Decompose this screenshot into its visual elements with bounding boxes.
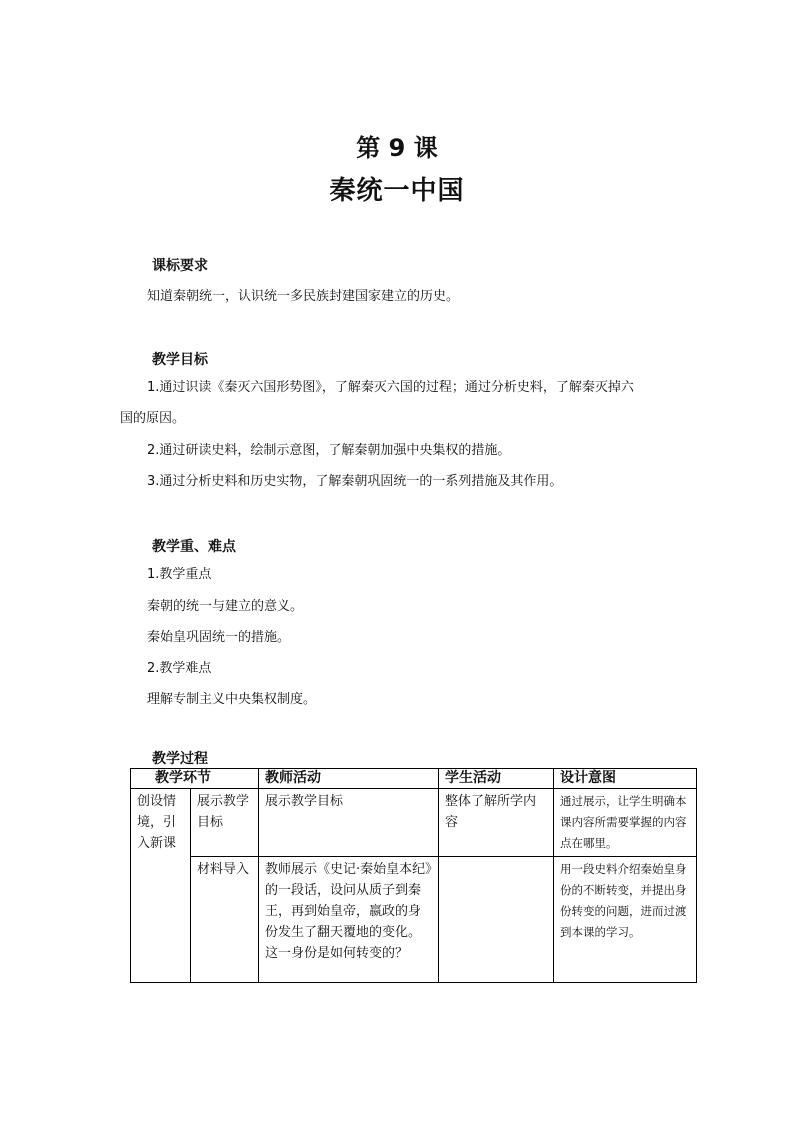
step-cell: 材料导入 [191, 857, 259, 983]
objectives-heading: 教学目标 [152, 352, 208, 368]
student-cell: 整体了解所学内容 [439, 789, 554, 857]
focus-item-2: 秦始皇巩固统一的措施。 [147, 630, 291, 645]
teacher-cell: 展示教学目标 [259, 789, 439, 857]
table-row [131, 789, 697, 857]
focus-label: 1.教学重点 [147, 567, 212, 582]
header-teacher: 教师活动 [259, 769, 439, 789]
focus-item-1: 秦朝的统一与建立的意义。 [147, 599, 304, 614]
objective-1-line-2: 国的原因。 [120, 411, 186, 426]
standards-heading: 课标要求 [152, 258, 208, 274]
process-heading: 教学过程 [152, 751, 208, 767]
lesson-number: 第 9 课 [356, 134, 438, 162]
header-student: 学生活动 [439, 769, 554, 789]
intent-cell: 用一段史料介绍秦始皇身份的不断转变，并提出身份转变的问题，进而过渡到本课的学习。 [554, 857, 697, 983]
difficulty-label: 2.教学难点 [147, 661, 212, 676]
standards-text: 知道秦朝统一，认识统一多民族封建国家建立的历史。 [147, 289, 460, 304]
header-stage: 教学环节 [131, 769, 259, 789]
intent-cell: 通过展示，让学生明确本课内容所需要掌握的内容点在哪里。 [554, 789, 697, 857]
step-cell: 展示教学目标 [191, 789, 259, 857]
teacher-cell: 教师展示《史记·秦始皇本纪》的一段话，设问从质子到秦王，再到始皇帝，嬴政的身份发生了翻天覆地的变化。这一身份是如何转变的？ [259, 857, 439, 983]
stage-cell: 创设情境，引入新课 [131, 789, 191, 983]
objective-2: 2.通过研读史料，绘制示意图，了解秦朝加强中央集权的措施。 [147, 443, 511, 458]
objective-1-line-1: 1.通过识读《秦灭六国形势图》，了解秦灭六国的过程；通过分析史料，了解秦灭掉六 [147, 380, 634, 395]
table-header-row [131, 769, 697, 789]
student-cell [439, 857, 554, 983]
table-row [131, 857, 697, 983]
header-intent: 设计意图 [554, 769, 697, 789]
lesson-title: 秦统一中国 [329, 176, 465, 206]
objective-3: 3.通过分析史料和历史实物，了解秦朝巩固统一的一系列措施及其作用。 [147, 474, 563, 489]
process-table [130, 768, 697, 983]
keypoints-heading: 教学重、难点 [152, 539, 236, 555]
difficulty-item-1: 理解专制主义中央集权制度。 [147, 692, 317, 707]
